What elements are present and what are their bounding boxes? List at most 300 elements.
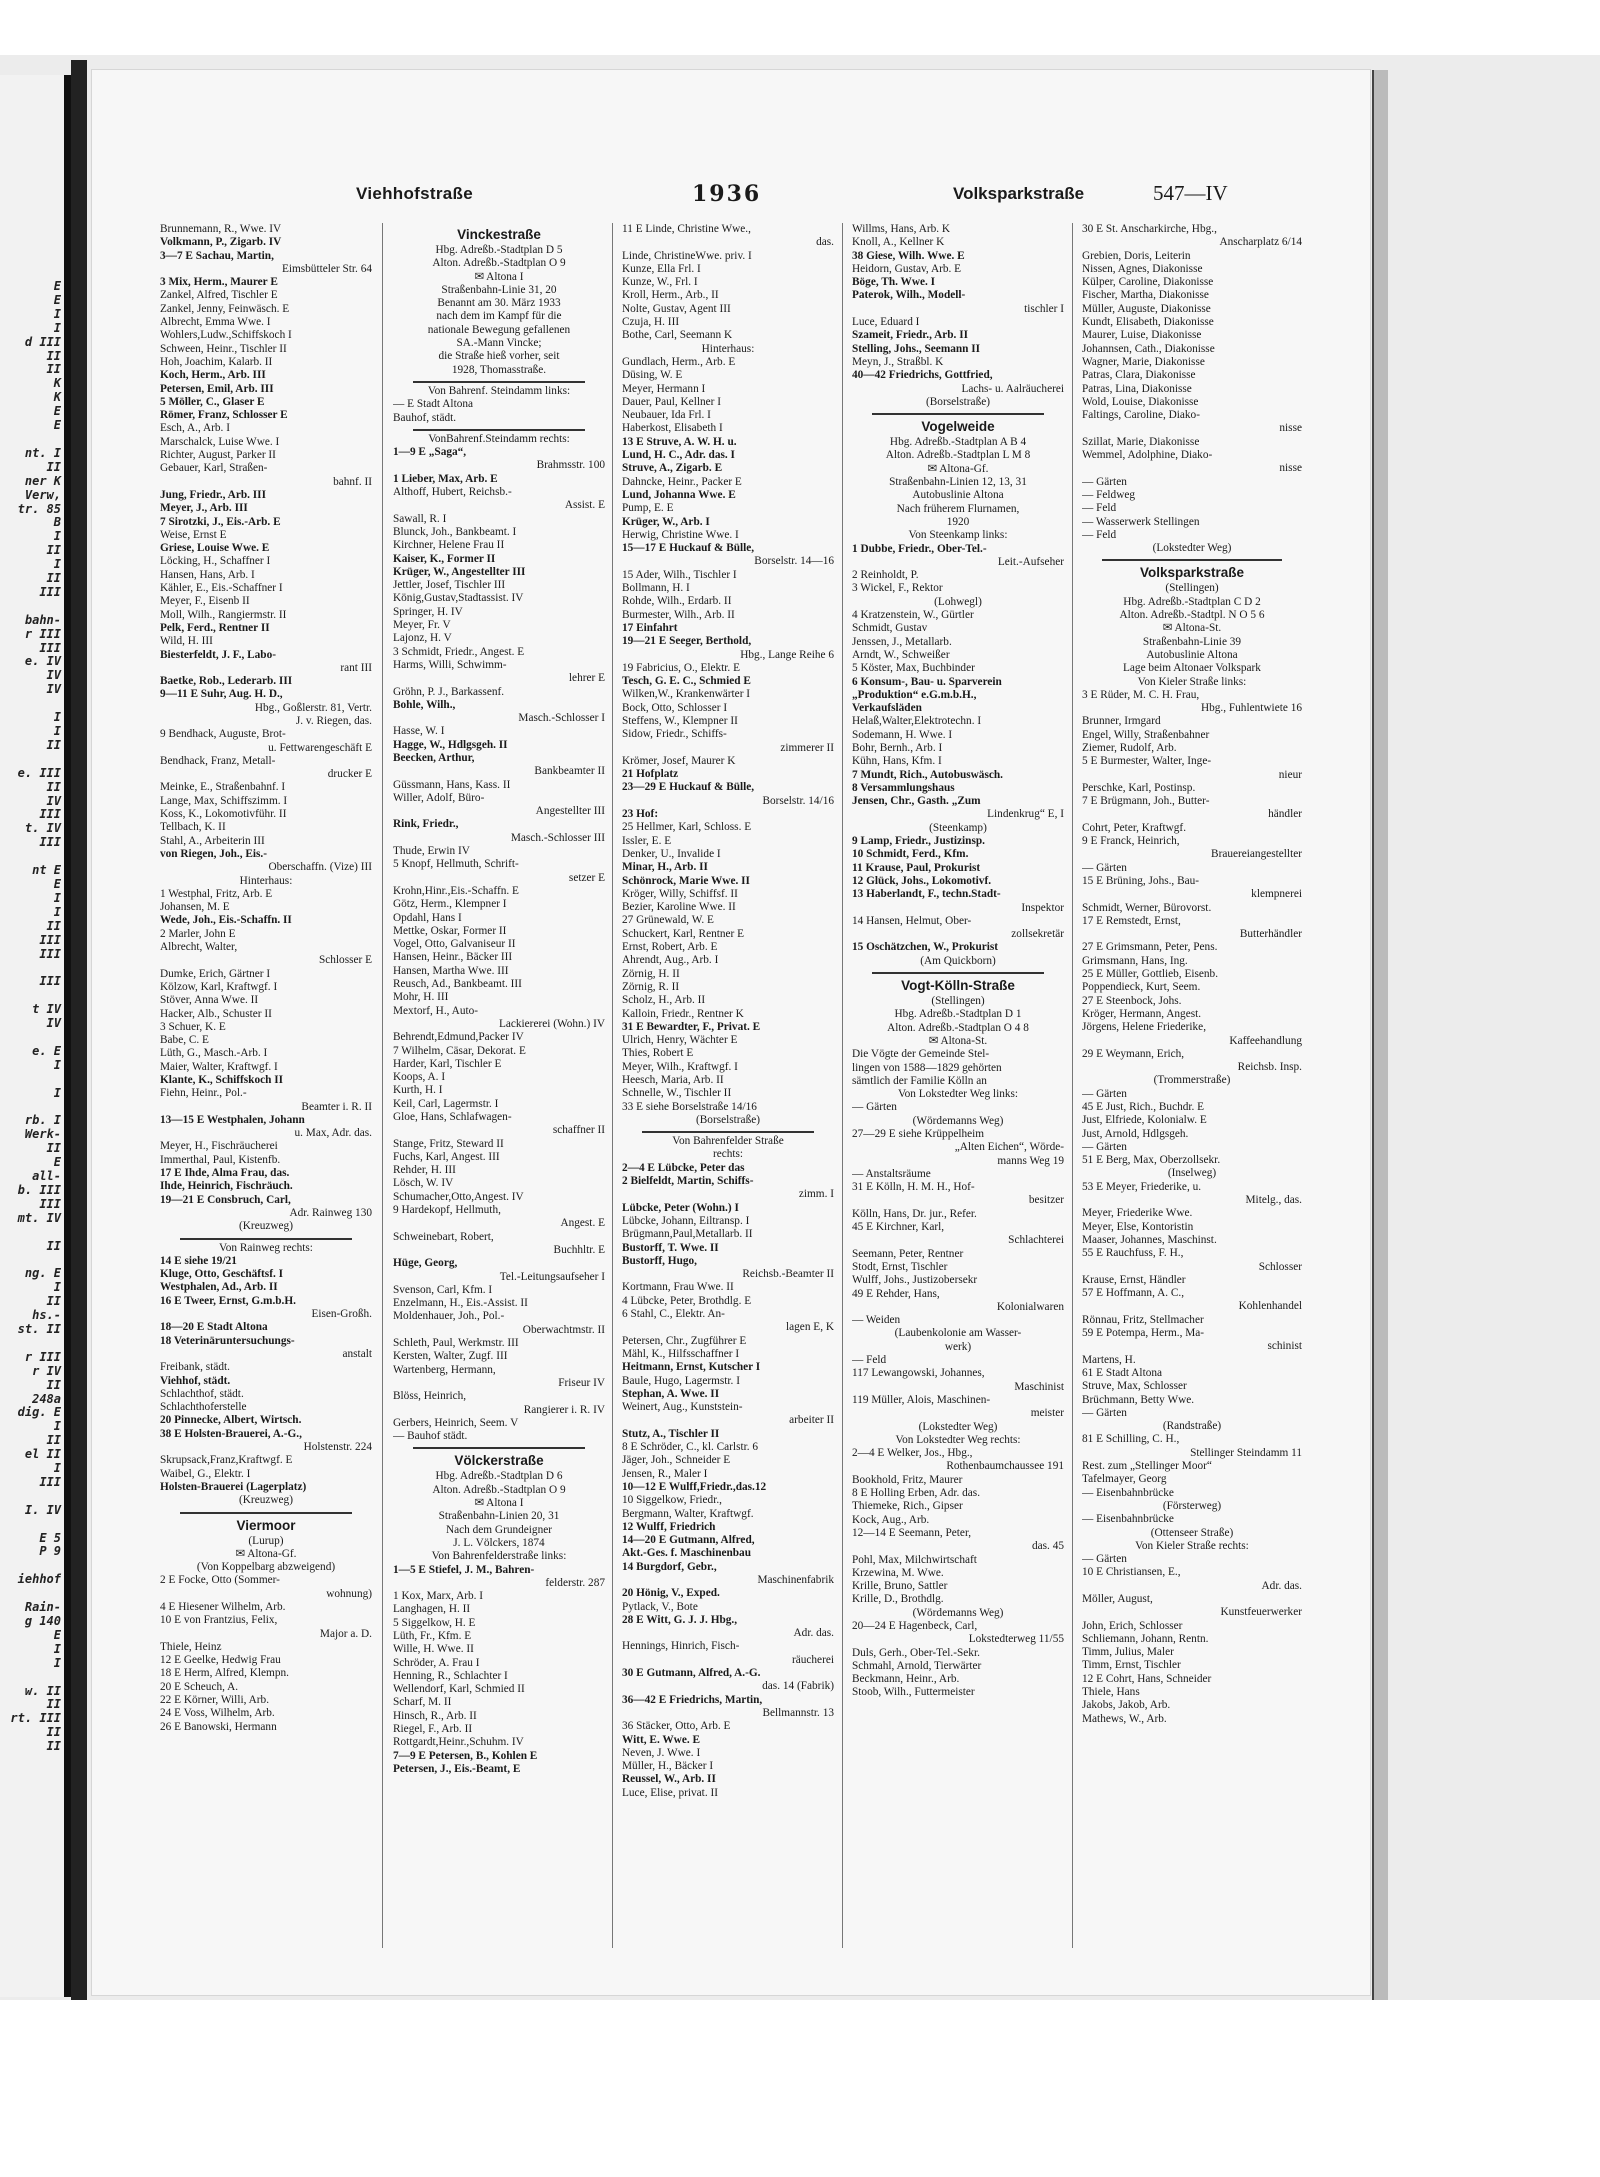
directory-entry: Krzewina, M. Wwe. xyxy=(852,1566,944,1579)
fragment-line: E xyxy=(53,405,61,419)
directory-entry: 1 Lieber, Max, Arb. E xyxy=(393,472,498,485)
directory-entry: Wild, H. III xyxy=(160,635,213,648)
directory-entry: Schweinebart, Robert, xyxy=(393,1230,494,1243)
directory-entry: Willms, Hans, Arb. K xyxy=(852,223,951,235)
directory-entry: Ulrich, Henry, Wächter E xyxy=(622,1034,738,1047)
fragment-line: P 9 xyxy=(39,1545,61,1559)
directory-entry: Henning, R., Schlachter I xyxy=(393,1669,508,1682)
directory-entry: 10—12 E Wulff,Friedr.,das.12 xyxy=(622,1480,767,1493)
directory-entry: Krömer, Josef, Maurer K xyxy=(622,754,736,767)
directory-entry: John, Erich, Schlosser xyxy=(1082,1619,1183,1632)
section-rule xyxy=(642,1131,814,1133)
directory-entry: Lajonz, H. V xyxy=(393,632,452,645)
fragment-line: I xyxy=(53,321,61,335)
directory-entry: Kurth, H. I xyxy=(393,1084,443,1097)
directory-entry: 4 E Hiesener Wilhelm, Arb. xyxy=(160,1600,286,1613)
directory-entry: — Eisenbahnbrücke xyxy=(1082,1513,1174,1526)
directory-entry: 15 Ader, Wilh., Tischler I xyxy=(622,568,737,581)
directory-entry: (Lurup) xyxy=(248,1534,284,1547)
directory-entry: Dahncke, Heinr., Packer E xyxy=(622,475,742,488)
directory-entry: Neubauer, Ida Frl. I xyxy=(622,409,711,422)
directory-entry: 8 E Schröder, C., kl. Carlstr. 6 xyxy=(622,1441,759,1454)
directory-entry: 3—7 E Sachau, Martin, xyxy=(160,249,274,262)
fragment-line xyxy=(0,433,64,447)
directory-entry: Löcking, H., Schaffner I xyxy=(160,555,271,568)
directory-entry: Schumacher,Otto,Angest. IV xyxy=(393,1190,524,1203)
directory-entry: Krille, Bruno, Sattler xyxy=(852,1580,948,1593)
directory-entry: besitzer xyxy=(1028,1194,1064,1207)
directory-entry: Bendhack, Franz, Metall- xyxy=(160,754,276,767)
directory-entry: Richter, August, Parker II xyxy=(160,449,276,462)
directory-entry: Engel, Willy, Straßenbahner xyxy=(1082,728,1210,741)
fragment-line: III xyxy=(39,808,61,822)
directory-entry: Petersen, Chr., Zugführer E xyxy=(622,1334,747,1347)
directory-entry: 10 Schmidt, Ferd., Kfm. xyxy=(852,848,969,861)
directory-entry: — Feld xyxy=(1082,502,1117,515)
directory-entry: Meyer, H., Fischräucherei xyxy=(160,1140,278,1153)
directory-entry: Bock, Otto, Schlosser I xyxy=(622,701,728,714)
directory-entry: 55 E Rauchfuss, F. H., xyxy=(1082,1247,1184,1260)
directory-entry: nisse xyxy=(1279,422,1302,435)
directory-entry: Langhagen, H. II xyxy=(393,1603,471,1616)
column-divider xyxy=(1072,223,1073,1948)
directory-entry: Szameit, Friedr., Arb. II xyxy=(852,329,968,342)
directory-entry: Wohlers,Ludw.,Schiffskoch I xyxy=(160,329,292,342)
directory-entry: — Weiden xyxy=(852,1314,901,1327)
directory-entry: 49 E Rehder, Hans, xyxy=(852,1287,940,1300)
directory-entry: Zörnig, R. II xyxy=(622,980,680,993)
fragment-line: Rain- xyxy=(24,1601,61,1615)
directory-entry: 28 E Witt, G. J. J. Hbg., xyxy=(622,1613,738,1626)
directory-entry: Böge, Th. Wwe. I xyxy=(852,276,936,289)
fragment-line: IV xyxy=(46,669,61,683)
fragment-line: I xyxy=(53,558,61,572)
fragment-line: I. IV xyxy=(24,1503,61,1517)
directory-entry: Jenssen, J., Metallarb. xyxy=(852,635,952,648)
directory-entry: Schmidt, Werner, Bürovorst. xyxy=(1082,901,1212,914)
directory-entry: lingen von 1588—1829 gehörten xyxy=(852,1061,1002,1074)
directory-entry: Koops, A. I xyxy=(393,1071,446,1084)
fragment-line xyxy=(0,1031,64,1045)
fragment-line xyxy=(0,1253,64,1267)
directory-entry: 20—24 E Hagenbeck, Carl, xyxy=(852,1619,978,1632)
directory-entry: Lackiererei (Wohn.) IV xyxy=(498,1017,605,1030)
directory-entry: Krüger, W., Angestellter III xyxy=(393,565,526,578)
directory-entry: Benannt am 30. März 1933 xyxy=(437,297,561,310)
directory-entry: 1920 xyxy=(946,515,970,528)
directory-entry: Pelk, Ferd., Rentner II xyxy=(160,621,270,634)
directory-entry: Borselstr. 14—16 xyxy=(754,555,834,568)
directory-entry: 2 Reinholdt, P. xyxy=(852,569,919,582)
directory-entry: das. 45 xyxy=(1031,1540,1064,1553)
directory-entry: Waibel, G., Elektr. I xyxy=(160,1467,251,1480)
directory-entry: 1 Kox, Marx, Arb. I xyxy=(393,1590,484,1603)
page-header xyxy=(280,180,1280,210)
directory-entry: rant III xyxy=(340,661,372,674)
directory-entry: 45 E Kirchner, Karl, xyxy=(852,1221,945,1234)
directory-entry: Fuchs, Karl, Angest. III xyxy=(393,1150,500,1163)
directory-entry: Hacker, Alb., Schuster II xyxy=(160,1007,272,1020)
directory-entry: Reichsb.-Beamter II xyxy=(742,1268,834,1281)
directory-entry: (Trommerstraße) xyxy=(1153,1074,1231,1087)
section-rule xyxy=(180,1512,352,1514)
fragment-line: I xyxy=(53,891,61,905)
directory-entry: 13—15 E Westphalen, Johann xyxy=(160,1113,305,1126)
directory-entry: 14—20 E Gutmann, Alfred, xyxy=(622,1534,755,1547)
directory-entry: 15—17 E Huckauf & Bülle, xyxy=(622,542,755,555)
directory-entry: Duls, Gerh., Ober-Tel.-Sekr. xyxy=(852,1646,980,1659)
directory-entry: Wartenberg, Hermann, xyxy=(393,1363,496,1376)
fragment-line xyxy=(0,850,64,864)
directory-entry: Möller, August, xyxy=(1082,1592,1153,1605)
fragment-line: III xyxy=(39,1197,61,1211)
directory-entry: Kröger, Willy, Schiffsf. II xyxy=(622,887,738,900)
directory-entry: Von Steenkamp links: xyxy=(908,529,1008,542)
directory-entry: Von Lokstedter Weg links: xyxy=(897,1088,1019,1101)
directory-column-2 xyxy=(393,223,605,1776)
directory-entry: Assist. E xyxy=(564,499,605,512)
directory-entry: Rottgardt,Heinr.,Schuhm. IV xyxy=(393,1736,524,1749)
directory-entry: zimmerer II xyxy=(780,741,834,754)
fragment-line: r III xyxy=(24,627,61,641)
directory-entry: Scholz, H., Arb. II xyxy=(622,994,706,1007)
fragment-line: E xyxy=(53,293,61,307)
directory-entry: Gröhn, P. J., Barkassenf. xyxy=(393,685,505,698)
directory-entry: Kölzow, Karl, Kraftwgf. I xyxy=(160,980,278,993)
directory-entry: 51 E Berg, Max, Oberzollsekr. xyxy=(1082,1154,1221,1167)
directory-entry: Sidow, Friedr., Schiffs- xyxy=(622,728,727,741)
directory-entry: 29 E Weymann, Erich, xyxy=(1082,1047,1185,1060)
directory-entry: Moll, Wilh., Rangiermstr. II xyxy=(160,608,287,621)
fragment-line: IV xyxy=(46,683,61,697)
directory-entry: — Feld xyxy=(852,1354,887,1367)
directory-entry: 5 Siggelkow, H. E xyxy=(393,1616,476,1629)
directory-entry: Schönrock, Marie Wwe. II xyxy=(622,874,750,887)
directory-entry: Straßenbahn-Linie 39 xyxy=(1142,635,1242,648)
directory-entry: (Am Quickborn) xyxy=(920,954,996,967)
directory-entry: Dumke, Erich, Gärtner I xyxy=(160,967,271,980)
fragment-line: I xyxy=(53,1086,61,1100)
column-divider xyxy=(612,223,613,1948)
directory-entry: Neven, J. Wwe. I xyxy=(622,1746,701,1759)
directory-entry: arbeiter II xyxy=(789,1414,834,1427)
fragment-line: dig. E xyxy=(17,1406,61,1420)
directory-entry: Linde, ChristineWwe. priv. I xyxy=(622,249,752,262)
directory-entry: — Bauhof städt. xyxy=(393,1430,468,1443)
directory-entry: von Riegen, Joh., Eis.- xyxy=(160,847,268,860)
directory-entry: 5 Knopf, Hellmuth, Schrift- xyxy=(393,858,519,871)
directory-entry: Wellendorf, Karl, Schmied II xyxy=(393,1683,525,1696)
directory-entry: Heidorn, Gustav, Arb. E xyxy=(852,262,962,275)
directory-entry: Jensen, R., Maler I xyxy=(622,1467,708,1480)
directory-entry: Von Lokstedter Weg rechts: xyxy=(895,1433,1021,1446)
directory-entry: 11 E Linde, Christine Wwe., xyxy=(622,223,751,235)
directory-entry: Perschke, Karl, Postinsp. xyxy=(1082,781,1196,794)
section-rule xyxy=(413,381,585,383)
directory-column-4 xyxy=(852,223,1064,1700)
directory-entry: Patras, Clara, Diakonisse xyxy=(1082,369,1196,382)
directory-entry: Lüth, G., Masch.-Arb. I xyxy=(160,1047,268,1060)
directory-entry: Alton. Adreßb.-Stadtplan O 4 8 xyxy=(887,1021,1029,1034)
fragment-line: ner K xyxy=(24,474,61,488)
directory-entry: Klante, K., Schiffskoch II xyxy=(160,1074,284,1086)
directory-entry: nach dem im Kampf für die xyxy=(436,310,562,323)
directory-entry: Alton. Adreßb.-Stadtplan L M 8 xyxy=(885,449,1031,462)
directory-entry: (Borselstraße) xyxy=(926,395,990,408)
directory-entry: Thiele, Heinz xyxy=(160,1640,222,1653)
fragment-line: I xyxy=(53,1462,61,1476)
directory-entry: 14 Burgdorf, Gebr., xyxy=(622,1560,717,1573)
directory-entry: Fiehn, Heinr., Pol.- xyxy=(160,1087,247,1100)
directory-entry: Issler, E. E xyxy=(622,834,672,847)
directory-entry: Grimsmann, Hans, Ing. xyxy=(1082,954,1188,967)
directory-entry: Meyer, Hermann I xyxy=(622,382,706,395)
directory-entry: 9 Bendhack, Auguste, Brot- xyxy=(160,728,286,741)
directory-entry: Jakobs, Jakob, Arb. xyxy=(1082,1699,1171,1712)
directory-entry: Struve, Max, Schlosser xyxy=(1082,1380,1187,1393)
directory-entry: 19—21 E Seeger, Berthold, xyxy=(622,635,752,648)
directory-entry: Meinke, E., Straßenbahnf. I xyxy=(160,781,286,794)
directory-entry: Von Bahrenfelder Straße xyxy=(672,1135,784,1148)
directory-entry: 81 E Schilling, C. H., xyxy=(1082,1433,1180,1446)
fragment-line: hs.- xyxy=(32,1309,61,1323)
directory-entry: händler xyxy=(1268,808,1302,821)
directory-entry: Hansen, Martha Wwe. III xyxy=(393,964,509,977)
directory-entry: ✉ Altona I xyxy=(474,270,524,283)
directory-entry: Stelling, Johs., Seemann II xyxy=(852,342,981,355)
fragment-line: II xyxy=(46,1295,61,1309)
directory-entry: Petersen, Emil, Arb. III xyxy=(160,382,274,395)
fragment-line: I xyxy=(53,905,61,919)
directory-entry: Kölln, Hans, Dr. jur., Refer. xyxy=(852,1207,977,1220)
directory-entry: 9 Lamp, Friedr., Justizinsp. xyxy=(852,835,985,848)
directory-entry: Burmester, Wilh., Arb. II xyxy=(622,608,735,621)
directory-entry: Kähler, E., Eis.-Schaffner I xyxy=(160,582,283,595)
fragment-line: II xyxy=(46,738,61,752)
directory-entry: 19—21 E Consbruch, Carl, xyxy=(160,1193,291,1206)
directory-entry: Brunnemann, R., Wwe. IV xyxy=(160,223,282,235)
directory-entry: Herwig, Christine Wwe. I xyxy=(622,528,739,541)
directory-entry: Harder, Karl, Tischler E xyxy=(393,1057,502,1070)
directory-entry: (Steenkamp) xyxy=(929,821,987,834)
fragment-line: I xyxy=(53,1420,61,1434)
directory-entry: Maier, Walter, Kraftwgf. I xyxy=(160,1060,278,1073)
directory-entry: 117 Lewangowski, Johannes, xyxy=(852,1367,985,1380)
street-heading: Volksparkstraße xyxy=(1139,565,1245,581)
fragment-line: rb. I xyxy=(24,1114,61,1128)
directory-entry: 18—20 E Stadt Altona xyxy=(160,1321,268,1334)
directory-entry: (Laubenkolonie am Wasser- xyxy=(894,1327,1022,1340)
directory-entry: Hbg., Fuhlentwiete 16 xyxy=(1200,702,1302,715)
directory-entry: Blunck, Joh., Bankbeamt. I xyxy=(393,525,517,538)
directory-entry: 38 Giese, Wilh. Wwe. E xyxy=(852,249,965,262)
directory-entry: Brüchmann, Betty Wwe. xyxy=(1082,1393,1195,1406)
fragment-line xyxy=(0,1518,64,1532)
directory-entry: Nolte, Gustav, Agent III xyxy=(622,302,731,315)
directory-entry: Güssmann, Hans, Kass. II xyxy=(393,778,511,791)
directory-entry: J. L. Völckers, 1874 xyxy=(453,1536,545,1549)
directory-entry: Szillat, Marie, Diakonisse xyxy=(1082,435,1200,448)
directory-entry: Petersen, J., Eis.-Beamt, E xyxy=(393,1762,521,1775)
directory-entry: 1—9 E „Saga“, xyxy=(393,446,467,459)
directory-entry: Rangierer i. R. IV xyxy=(523,1403,605,1416)
directory-entry: Skrupsack,Franz,Kraftwgf. E xyxy=(160,1454,293,1467)
directory-entry: Jung, Friedr., Arb. III xyxy=(160,488,266,501)
directory-entry: Freibank, städt. xyxy=(160,1361,230,1374)
directory-entry: 3 Schmidt, Friedr., Angest. E xyxy=(393,645,525,658)
directory-entry: Kersten, Walter, Zugf. III xyxy=(393,1350,508,1363)
section-rule xyxy=(180,1238,352,1240)
directory-entry: 40—42 Friedrichs, Gottfried, xyxy=(852,369,993,382)
directory-entry: Beckmann, Heinr., Arb. xyxy=(852,1673,960,1686)
directory-entry: Bookhold, Fritz, Maurer xyxy=(852,1473,963,1486)
directory-entry: Kluge, Otto, Geschäftsf. I xyxy=(160,1268,283,1281)
directory-column-3 xyxy=(622,223,834,1800)
directory-entry: Tel.-Leitungsaufseher I xyxy=(499,1270,605,1283)
directory-entry: Wede, Joh., Eis.-Schaffn. II xyxy=(160,914,292,927)
fragment-line: II xyxy=(46,1239,61,1253)
directory-entry: Rink, Friedr., xyxy=(393,818,459,831)
directory-entry: 2 Bielfeldt, Martin, Schiffs- xyxy=(622,1175,754,1188)
directory-entry: Wemmel, Adolphine, Diako- xyxy=(1082,449,1213,462)
directory-entry: Maurer, Luise, Diakonisse xyxy=(1082,329,1202,342)
page-edge-right xyxy=(1372,70,1388,2000)
directory-entry: Vogel, Otto, Galvaniseur II xyxy=(393,938,516,951)
fragment-line: w. II xyxy=(24,1684,61,1698)
directory-entry: 23 Hof: xyxy=(622,808,659,821)
directory-entry: Svenson, Carl, Kfm. I xyxy=(393,1283,493,1296)
directory-entry: 3 Schuer, K. E xyxy=(160,1020,226,1033)
directory-entry: Dauer, Paul, Kellner I xyxy=(622,395,721,408)
directory-entry: Schween, Heinr., Tischler II xyxy=(160,342,287,355)
directory-entry: die Straße hieß vorher, seit xyxy=(438,350,560,363)
directory-entry: Schleth, Paul, Werkmstr. III xyxy=(393,1337,519,1350)
header-street-left: Viehhofstraße xyxy=(356,184,473,203)
directory-entry: Adr. das. xyxy=(1261,1579,1302,1592)
directory-entry: 27 E Steenbock, Johs. xyxy=(1082,994,1182,1007)
directory-entry: 12 Glück, Johs., Lokomotivf. xyxy=(852,874,992,887)
directory-entry: 12 E Geelke, Hedwig Frau xyxy=(160,1654,281,1667)
fragment-line: nt. I xyxy=(24,446,61,460)
directory-entry: 2 E Focke, Otto (Sommer- xyxy=(160,1574,280,1587)
directory-entry: Zankel, Alfred, Tischler E xyxy=(160,289,278,302)
fragment-line: III xyxy=(39,947,61,961)
directory-entry: Johansen, M. E xyxy=(160,901,230,914)
directory-entry: 26 E Banowski, Hermann xyxy=(160,1720,277,1733)
directory-entry: drucker E xyxy=(327,768,372,781)
directory-entry: Schlosser xyxy=(1258,1260,1302,1273)
directory-entry: 13 Haberlandt, F., techn.Stadt- xyxy=(852,888,1001,901)
directory-entry: Rohde, Wilh., Erdarb. II xyxy=(622,595,732,608)
directory-entry: 5 Köster, Max, Buchbinder xyxy=(852,662,975,675)
directory-entry: Meyer, F., Eisenb II xyxy=(160,595,250,608)
directory-entry: 7 E Brügmann, Joh., Butter- xyxy=(1082,795,1210,808)
section-rule xyxy=(872,972,1044,974)
directory-entry: Bohle, Wilh., xyxy=(393,698,456,711)
directory-entry: Kunze, Ella Frl. I xyxy=(622,262,701,275)
directory-entry: Mextorf, H., Auto- xyxy=(393,1004,479,1017)
directory-entry: Hinterhaus: xyxy=(239,874,293,887)
directory-entry: Maschinist xyxy=(1014,1380,1064,1393)
fragment-line: I xyxy=(53,1058,61,1072)
directory-entry: Müller, Auguste, Diakonisse xyxy=(1082,302,1211,315)
street-heading: Vinckestraße xyxy=(457,227,541,242)
directory-entry: 31 E Bewardter, F., Privat. E xyxy=(622,1020,761,1033)
directory-entry: 18 E Herm, Alfred, Klempn. xyxy=(160,1667,289,1680)
directory-entry: J. v. Riegen, das. xyxy=(295,714,372,727)
directory-entry: — Gärten xyxy=(1082,475,1127,488)
directory-entry: Meyer, Friederike Wwe. xyxy=(1082,1207,1193,1220)
directory-entry: Meyer, Wilh., Kraftwgf. I xyxy=(622,1060,738,1073)
header-street-right: Volksparkstraße xyxy=(953,184,1085,203)
directory-entry: Hennings, Hinrich, Fisch- xyxy=(622,1640,740,1653)
directory-entry: Meyn, J., Straßbl. K xyxy=(852,355,944,368)
fragment-line: II xyxy=(46,1378,61,1392)
directory-entry: Luce, Eduard I xyxy=(852,316,920,329)
directory-entry: Behrendt,Edmund,Packer IV xyxy=(393,1031,524,1044)
directory-entry: Eisen-Großh. xyxy=(311,1308,372,1321)
directory-entry: 3 Mix, Herm., Maurer E xyxy=(160,276,278,289)
fragment-line: II xyxy=(46,1142,61,1156)
fragment-line: I xyxy=(53,725,61,738)
fragment-line: mt. IV xyxy=(17,1211,61,1225)
directory-entry: (Lokstedter Weg) xyxy=(1152,542,1232,555)
directory-entry: Kock, Aug., Arb. xyxy=(852,1513,930,1526)
directory-entry: Reichsb. Insp. xyxy=(1237,1061,1302,1074)
directory-entry: Knoll, A., Kellner K xyxy=(852,236,945,249)
directory-entry: Thude, Erwin IV xyxy=(393,845,470,858)
directory-entry: Wilken,W., Krankenwärter I xyxy=(622,688,751,701)
directory-entry: u. Fettwarengeschäft E xyxy=(268,741,372,754)
directory-entry: Kaffeehandlung xyxy=(1229,1034,1302,1047)
directory-entry: 3 Wickel, F., Rektor xyxy=(852,582,943,595)
directory-entry: 4 Kratzenstein, W., Gürtler xyxy=(852,609,974,622)
directory-entry: — Gärten xyxy=(1082,1140,1127,1153)
directory-entry: 16 E Tweer, Ernst, G.m.b.H. xyxy=(160,1294,296,1307)
directory-entry: 6 Stahl, C., Elektr. An- xyxy=(622,1308,725,1321)
directory-entry: Helaß,Walter,Elektrotechn. I xyxy=(852,715,982,728)
directory-entry: Brunner, Irmgard xyxy=(1082,715,1161,728)
fragment-line: all- xyxy=(32,1170,61,1183)
directory-entry: Scharf, M. II xyxy=(393,1696,452,1709)
directory-entry: (Wördemanns Weg) xyxy=(912,1606,1004,1619)
fragment-line xyxy=(0,600,64,614)
directory-entry: Cohrt, Peter, Kraftwgf. xyxy=(1082,821,1187,834)
directory-entry: (Försterweg) xyxy=(1162,1499,1222,1512)
fragment-line: tr. 85 xyxy=(17,502,61,516)
directory-entry: Westphalen, Ad., Arb. II xyxy=(160,1281,278,1294)
directory-entry: sämtlich der Familie Kölln an xyxy=(852,1074,987,1087)
fragment-line: III xyxy=(39,585,61,599)
directory-entry: Stodt, Ernst, Tischler xyxy=(852,1260,948,1273)
directory-entry: Lage beim Altonaer Volkspark xyxy=(1123,662,1261,675)
directory-entry: Thies, Robert E xyxy=(622,1047,694,1060)
directory-entry: Viehhof, städt. xyxy=(160,1374,231,1387)
directory-entry: Hansen, Heinr., Bäcker III xyxy=(393,951,513,964)
directory-entry: (Wördemanns Weg) xyxy=(912,1114,1004,1127)
directory-entry: Brügmann,Paul,Metallarb. II xyxy=(622,1228,753,1241)
directory-entry: 9 E Franck, Heinrich, xyxy=(1082,835,1180,848)
directory-entry: Lokstedterweg 11/55 xyxy=(968,1633,1064,1646)
directory-entry: Hansen, Hans, Arb. I xyxy=(160,568,255,581)
directory-entry: Anscharplatz 6/14 xyxy=(1219,236,1302,249)
directory-entry: 12 Wulff, Friedrich xyxy=(622,1520,716,1533)
fragment-line: K xyxy=(53,377,61,391)
directory-entry: Gloe, Hans, Schlafwagen- xyxy=(393,1111,512,1123)
directory-entry: Gundlach, Herm., Arb. E xyxy=(622,355,736,368)
directory-entry: Wulff, Johs., Justizobersekr xyxy=(852,1274,978,1287)
fragment-line: II xyxy=(46,1434,61,1448)
